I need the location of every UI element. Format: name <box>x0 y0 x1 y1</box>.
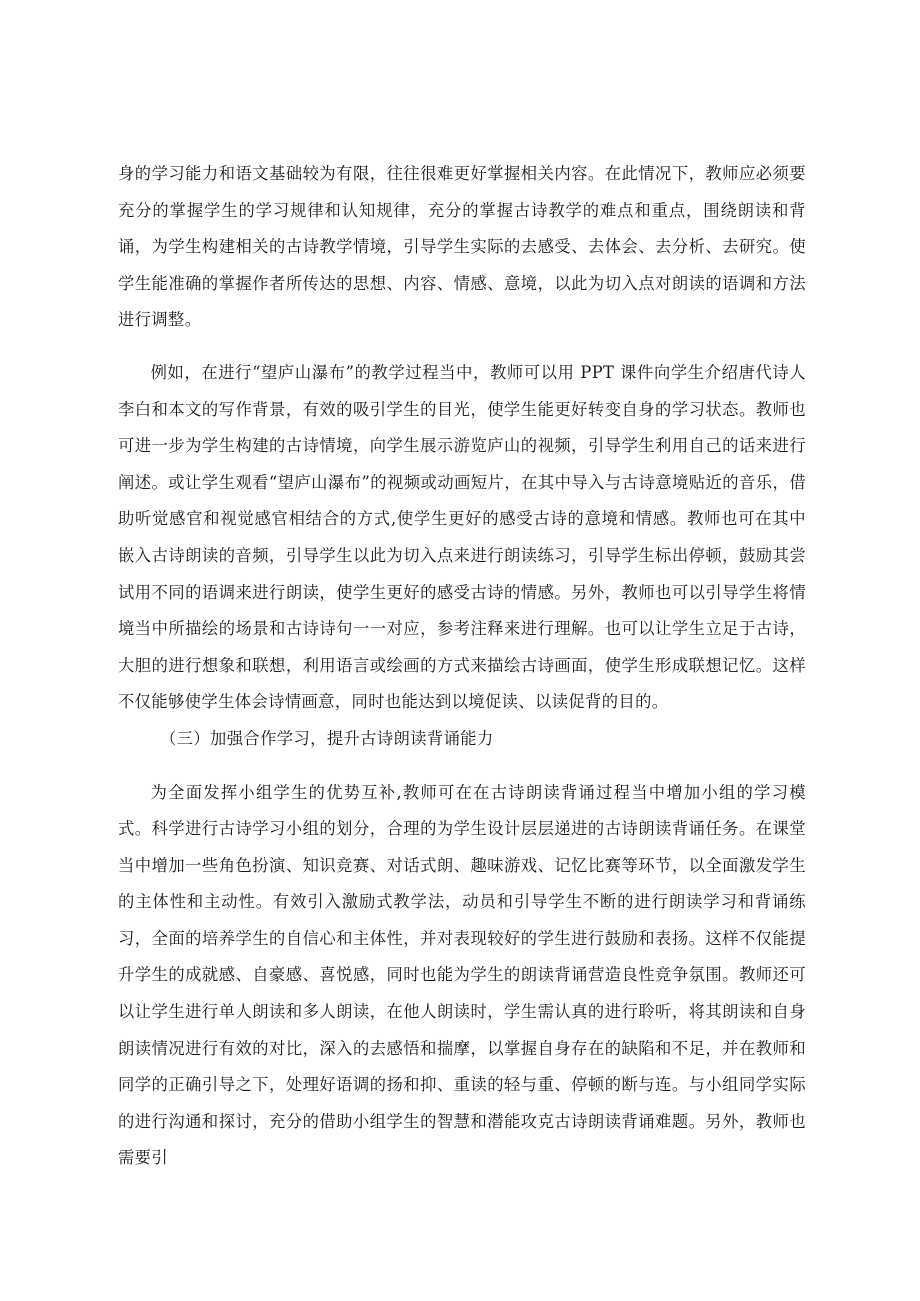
document-body <box>118 156 806 1177</box>
paragraph-cooperative-learning: 为全面发挥小组学生的优势互补,教师可在在古诗朗读背诵过程当中增加小组的学习模式。科学进行古诗学习小组的划分，合理的为学生设计层层递进的古诗朗读背诵任务。在课堂当中增加一些角色扮演、知识竞赛、对话式朗、趣味游戏、记忆比赛等环节，以全面激发学生的主体性和主动性。有效引入激励式教学法，动员和引导学生不断的进行朗读学习和背诵练习，全面的培养学生的自信心和主体性，并对表现较好的学生进行鼓励和表扬。这样不仅能提升学生的成就感、自豪感、喜悦感，同时也能为学生的朗读背诵营造良性竞争氛围。教师还可以让学生进行单人朗读和多人朗读，在他人朗读时，学生需认真的进行聆听，将其朗读和自身朗读情况进行有效的对比，深入的去感悟和揣摩，以掌握自身存在的缺陷和不足，并在教师和同学的正确引导之下，处理好语调的扬和抑、重读的轻与重、停顿的断与连。与小组同学实际的进行沟通和探讨，充分的借助小组学生的智慧和潜能攻克古诗朗读背诵难题。另外，教师也需要引 <box>118 782 806 1168</box>
paragraph-example-lushan-waterfall: 例如，在进行“望庐山瀑布”的教学过程当中，教师可以用 PPT 课件向学生介绍唐代诗人李白和本文的写作背景，有效的吸引学生的目光，使学生能更好转变自身的学习状态。教师也可进一步为学生构建的古诗情境，向学生展示游览庐山的视频，引导学生利用自己的话来进行阐述。或让学生观看“望庐山瀑布”的视频或动画短片，在其中导入与古诗意境贴近的音乐，借助听觉感官和视觉感官相结合的方式,使学生更好的感受古诗的意境和情感。教师也可在其中嵌入古诗朗读的音频，引导学生以此为切入点来进行朗读练习，引导学生标出停顿，鼓励其尝试用不同的语调来进行朗读，使学生更好的感受古诗的情感。另外，教师也可以引导学生将情境当中所描绘的场景和古诗诗句一一对应，参考注释来进行理解。也可以让学生立足于古诗，大胆的进行想象和联想，利用语言或绘画的方式来描绘古诗画面，使学生形成联想记忆。这样不仅能够使学生体会诗情画意，同时也能达到以境促读、以读促背的目的。 <box>118 362 806 712</box>
section-heading: （三）加强合作学习，提升古诗朗读背诵能力 <box>160 728 494 748</box>
paragraph-continuation: 身的学习能力和语文基础较为有限，往往很难更好掌握相关内容。在此情况下，教师应必须要充分的掌握学生的学习规律和认知规律，充分的掌握古诗教学的难点和重点，围绕朗读和背诵，为学生构建相关的古诗教学情境，引导学生实际的去感受、去体会、去分析、去研究。使学生能准确的掌握作者所传达的思想、内容、情感、意境，以此为切入点对朗读的语调和方法进行调整。 <box>118 164 806 330</box>
